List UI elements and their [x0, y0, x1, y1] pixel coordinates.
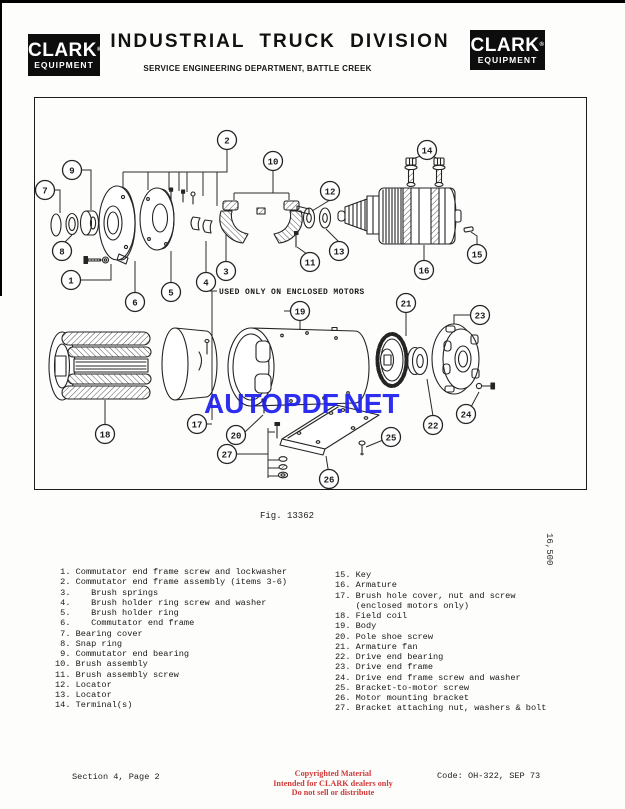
parts-list-item-6: 6. Commutator end frame [55, 618, 195, 629]
callout-number-5: 5 [168, 288, 174, 299]
page-title: INDUSTRIAL TRUCK DIVISION [110, 31, 450, 52]
parts-list-item-5: 5. Brush holder ring [55, 608, 179, 618]
part-brush-assembly-screw [295, 232, 299, 248]
part-field-coil [49, 332, 151, 400]
callout-number-21: 21 [400, 299, 412, 310]
clark-logo-name: CLARK® [470, 34, 545, 56]
callout-number-2: 2 [224, 136, 230, 147]
watermark: AUTOPDF.NET [204, 388, 400, 419]
part-bracket-screw [359, 441, 365, 455]
parts-list-item-19: 19. Body [335, 621, 377, 632]
diagram-note: USED ONLY ON ENCLOSED MOTORS [219, 288, 365, 297]
part-ring-screws [170, 188, 195, 204]
parts-list-item-12: 12. Locator [55, 679, 112, 690]
callout-number-12: 12 [324, 187, 336, 198]
clark-logo-division: EQUIPMENT [477, 54, 538, 65]
leader-2 [123, 149, 227, 206]
parts-list-item-16: 16. Armature [335, 580, 397, 591]
part-bracket-hardware [275, 423, 288, 478]
callout-number-25: 25 [385, 433, 397, 444]
callout-number-4: 4 [203, 278, 209, 289]
part-drive-end-frame [432, 324, 479, 394]
parts-list-item-17: 17. Brush hole cover, nut and screw [335, 590, 516, 601]
clark-logo-name: CLARK® [28, 39, 102, 61]
parts-list-item-15: 15. Key [335, 570, 372, 580]
parts-list-item-1: 1. Commutator end frame screw and lockwasher [55, 567, 288, 577]
footer-code: Code: OH-322, SEP 73 [437, 771, 541, 781]
part-armature [338, 188, 461, 244]
parts-list-left [55, 567, 287, 711]
parts-list-item-11: 11. Brush assembly screw [55, 669, 179, 680]
parts-list-item-14: 14. Terminal(s) [55, 700, 133, 711]
callout-number-11: 11 [304, 258, 316, 269]
print-code: 16,500 [544, 533, 554, 566]
callout-number-26: 26 [323, 475, 335, 486]
leader-22 [427, 379, 433, 416]
copyright-notice [248, 769, 418, 798]
parts-list-item-13: 13. Locator [55, 690, 112, 700]
callout-number-23: 23 [474, 311, 486, 322]
parts-list-item-25: 25. Bracket-to-motor screw [335, 682, 470, 693]
part-drive-end-bearing [408, 348, 428, 375]
parts-list-item-24: 24. Drive end frame screw and washer [335, 672, 521, 683]
parts-list-item-27: 27. Bracket attaching nut, washers & bolt [335, 703, 547, 714]
callout-number-16: 16 [418, 266, 430, 277]
leader-15 [471, 232, 477, 245]
callout-number-17: 17 [191, 420, 203, 431]
callout-number-20: 20 [230, 431, 242, 442]
registered-mark: ® [539, 41, 545, 48]
part-terminals [405, 158, 445, 187]
diagram-frame [34, 97, 587, 490]
parts-list-item-20: 20. Pole shoe screw [335, 631, 433, 642]
part-locator-13 [320, 208, 331, 228]
parts-list-item-4: 4. Brush holder ring screw and washer [55, 597, 267, 608]
exploded-diagram [35, 98, 586, 489]
parts-list-right [335, 570, 546, 714]
leader-9 [81, 170, 91, 210]
page-subtitle: SERVICE ENGINEERING DEPARTMENT, BATTLE CREEK [143, 64, 372, 73]
clark-logo-right [470, 30, 545, 70]
parts-list-item-10: 10. Brush assembly [55, 659, 148, 670]
callout-number-22: 22 [427, 421, 439, 432]
leader-7 [54, 190, 60, 213]
callout-number-1: 1 [68, 276, 74, 287]
part-end-frame-screw [84, 257, 109, 264]
callout-number-9: 9 [69, 166, 75, 177]
notice-line: Copyrighted Material [294, 769, 372, 778]
part-key [464, 227, 474, 233]
callout-number-24: 24 [460, 410, 472, 421]
notice-line: Intended for CLARK dealers only [273, 778, 393, 788]
part-drive-end-screw [476, 383, 494, 389]
part-brush-springs [191, 217, 212, 233]
callout-number-13: 13 [333, 247, 345, 258]
parts-list-item-18: 18. Field coil [335, 611, 408, 621]
parts-list-item-7: 7. Bearing cover [55, 628, 143, 639]
part-armature-fan [378, 334, 407, 386]
callout-number-19: 19 [294, 307, 306, 318]
parts-list-item-26: 26. Motor mounting bracket [335, 693, 470, 703]
part-commutator-end-frame [99, 186, 135, 264]
callout-number-14: 14 [421, 146, 433, 157]
leader-25 [366, 440, 383, 447]
parts-list-item-8: 8. Snap ring [55, 638, 123, 649]
callout-number-8: 8 [59, 247, 65, 258]
callout-number-15: 15 [471, 250, 483, 261]
callout-number-3: 3 [223, 267, 229, 278]
parts-list-item-2: 2. Commutator end frame assembly (items 3-6) [55, 577, 288, 588]
leader-13 [326, 229, 339, 242]
callout-number-18: 18 [99, 430, 111, 441]
part-bearing-cover [51, 214, 61, 236]
parts-list-item-22: 22. Drive end bearing [335, 652, 444, 662]
parts-list-item-23: 23. Drive end frame [335, 662, 433, 673]
callouts [36, 131, 490, 489]
callout-number-6: 6 [132, 298, 138, 309]
scan-edge-left [0, 0, 2, 296]
notice-line: Do not sell or distribute [291, 788, 375, 797]
callout-number-10: 10 [267, 157, 279, 168]
callout-number-7: 7 [42, 186, 48, 197]
leader-10 [234, 170, 289, 200]
parts-list-item-3: 3. Brush springs [55, 587, 159, 598]
clark-logo-division: EQUIPMENT [34, 59, 94, 70]
parts-list-item-9: 9. Commutator end bearing [55, 649, 190, 659]
leader-1 [80, 264, 111, 280]
leader-24 [471, 392, 479, 407]
parts-list-item-21: 21. Armature fan [335, 641, 418, 652]
scan-edge-top [0, 0, 625, 3]
registered-mark: ® [97, 46, 102, 53]
part-snap-ring [66, 214, 78, 235]
part-brush-holder-ring [140, 188, 174, 250]
callout-number-27: 27 [221, 450, 233, 461]
figure-caption: Fig. 13362 [260, 511, 315, 521]
footer-section: Section 4, Page 2 [72, 772, 160, 782]
parts-list-item-17-cont: (enclosed motors only) [335, 600, 470, 611]
part-commutator-end-bearing [81, 211, 99, 235]
